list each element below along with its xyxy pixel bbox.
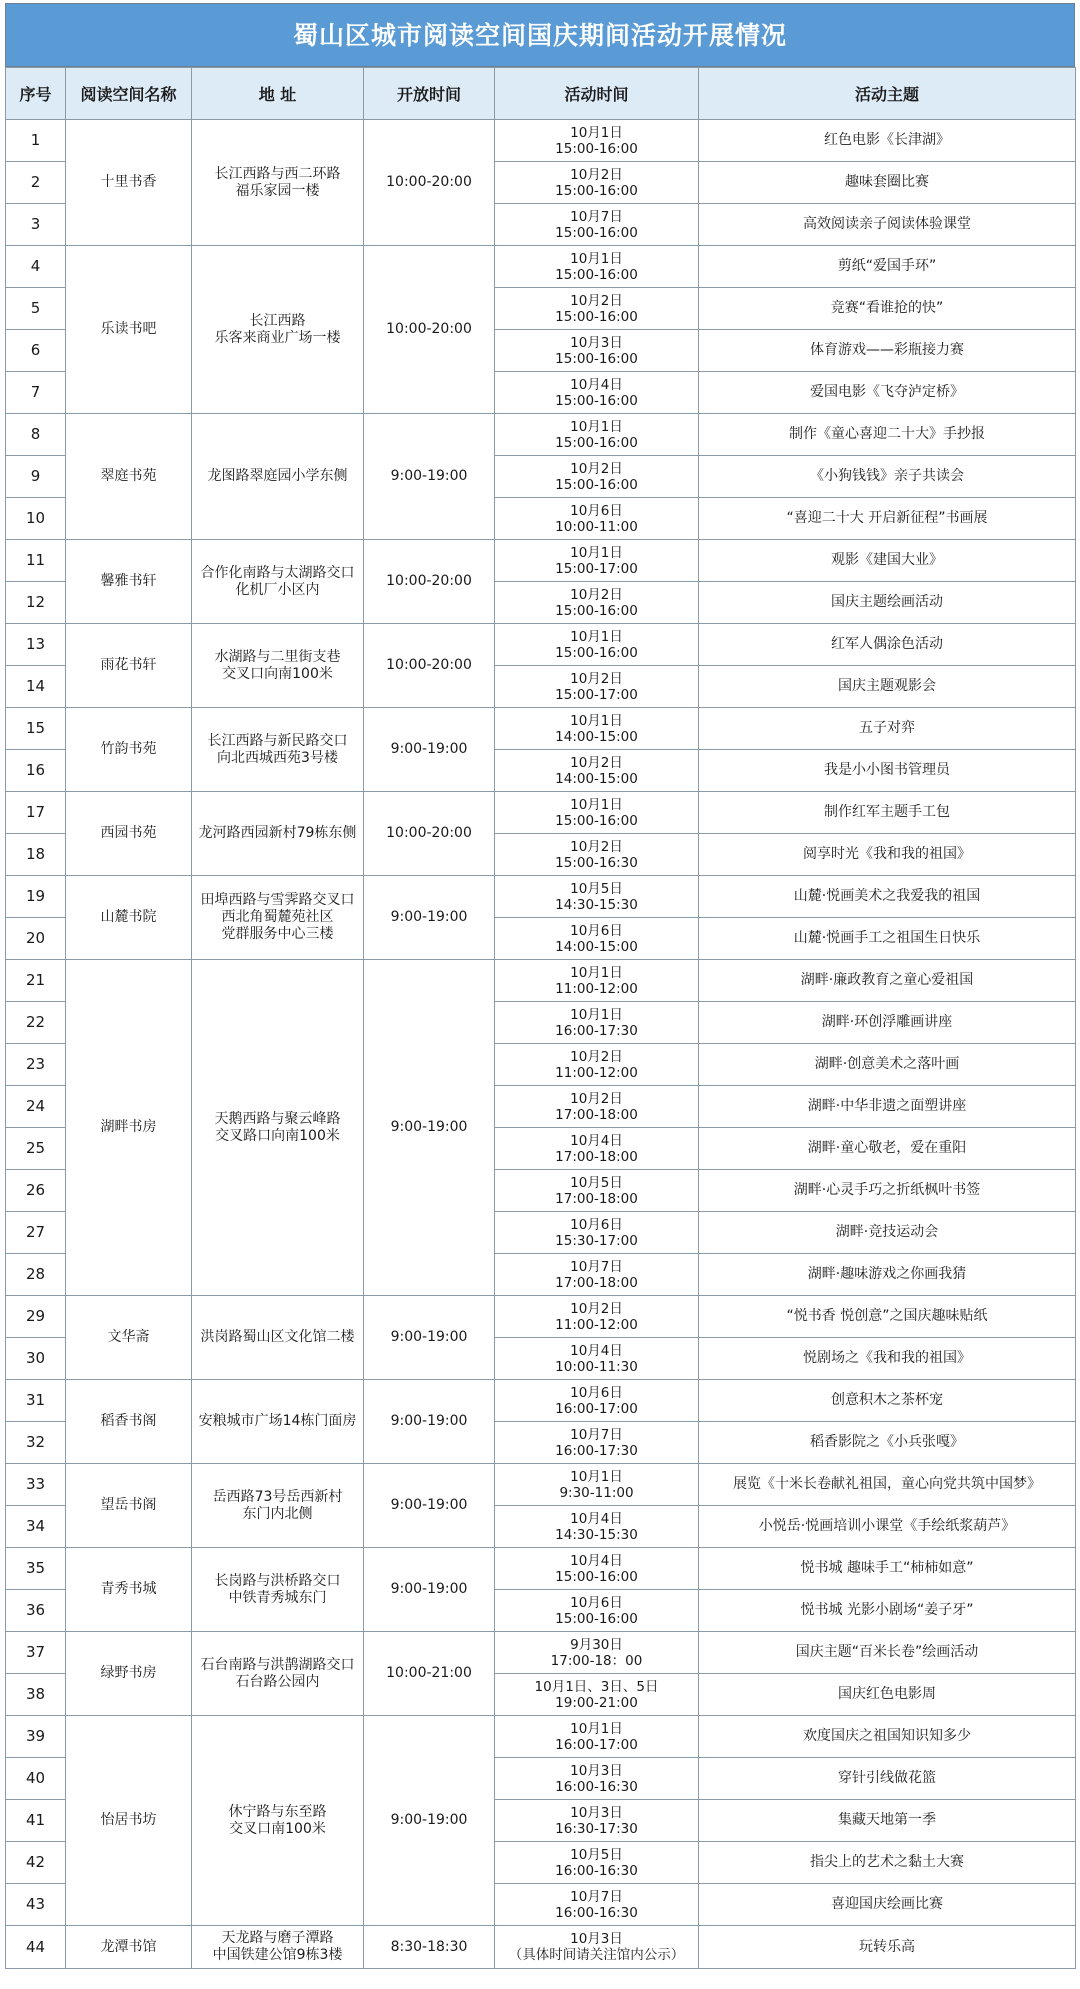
event-time: 10月1日 15:00-16:00 [495, 246, 699, 288]
table-row [6, 540, 1076, 582]
event-theme: 国庆主题“百米长卷”绘画活动 [699, 1632, 1076, 1674]
venue-name: 乐读书吧 [66, 246, 192, 414]
event-theme: 制作红军主题手工包 [699, 792, 1076, 834]
table-row [6, 120, 1076, 162]
event-theme: 趣味套圈比赛 [699, 162, 1076, 204]
event-time: 10月1日 16:00-17:00 [495, 1716, 699, 1758]
event-time: 10月2日 15:00-16:30 [495, 834, 699, 876]
event-theme: 高效阅读亲子阅读体验课堂 [699, 204, 1076, 246]
venue-address: 长江西路 乐客来商业广场一楼 [192, 246, 364, 414]
event-time: 10月6日 16:00-17:00 [495, 1380, 699, 1422]
event-time: 10月7日 16:00-16:30 [495, 1884, 699, 1926]
table-row [6, 1926, 1076, 1969]
event-time: 10月1日 15:00-16:00 [495, 792, 699, 834]
event-time: 10月6日 15:30-17:00 [495, 1212, 699, 1254]
venue-open-hours: 9:00-19:00 [364, 1548, 495, 1632]
event-theme: 红色电影《长津湖》 [699, 120, 1076, 162]
event-theme: 玩转乐高 [699, 1926, 1076, 1969]
venue-name: 山麓书院 [66, 876, 192, 960]
event-time: 10月5日 14:30-15:30 [495, 876, 699, 918]
venue-address: 长江西路与新民路交口 向北西城西苑3号楼 [192, 708, 364, 792]
venue-name: 翠庭书苑 [66, 414, 192, 540]
page-title: 蜀山区城市阅读空间国庆期间活动开展情况 [5, 3, 1075, 67]
venue-open-hours: 10:00-20:00 [364, 624, 495, 708]
event-theme: 湖畔·趣味游戏之你画我猜 [699, 1254, 1076, 1296]
event-theme: 国庆主题观影会 [699, 666, 1076, 708]
venue-open-hours: 9:00-19:00 [364, 876, 495, 960]
venue-address: 龙河路西园新村79栋东侧 [192, 792, 364, 876]
event-theme: 指尖上的艺术之黏土大赛 [699, 1842, 1076, 1884]
table-row [6, 624, 1076, 666]
venue-name: 馨雅书轩 [66, 540, 192, 624]
event-time: 10月3日 16:30-17:30 [495, 1800, 699, 1842]
venue-name: 湖畔书房 [66, 960, 192, 1296]
venue-name: 绿野书房 [66, 1632, 192, 1716]
venue-open-hours: 9:00-19:00 [364, 1380, 495, 1464]
table-row [6, 414, 1076, 456]
row-index: 2 [6, 162, 66, 204]
row-index: 12 [6, 582, 66, 624]
venue-address: 长岗路与洪桥路交口 中铁青秀城东门 [192, 1548, 364, 1632]
row-index: 16 [6, 750, 66, 792]
event-time: 10月5日 17:00-18:00 [495, 1170, 699, 1212]
event-theme: 展览《十米长卷献礼祖国，童心向党共筑中国梦》 [699, 1464, 1076, 1506]
event-theme: 湖畔·童心敬老，爱在重阳 [699, 1128, 1076, 1170]
event-theme: 湖畔·环创浮雕画讲座 [699, 1002, 1076, 1044]
venue-address: 安粮城市广场14栋门面房 [192, 1380, 364, 1464]
row-index: 42 [6, 1842, 66, 1884]
event-time: 10月1日 15:00-16:00 [495, 120, 699, 162]
event-theme: 国庆主题绘画活动 [699, 582, 1076, 624]
table-row [6, 792, 1076, 834]
event-time: 10月4日 15:00-16:00 [495, 1548, 699, 1590]
event-theme: 悦书城 光影小剧场“姜子牙” [699, 1590, 1076, 1632]
event-time: 10月3日 15:00-16:00 [495, 330, 699, 372]
venue-address: 天鹅西路与聚云峰路 交叉路口向南100米 [192, 960, 364, 1296]
venue-address: 合作化南路与太湖路交口 化机厂小区内 [192, 540, 364, 624]
venue-address: 休宁路与东至路 交叉口南100米 [192, 1716, 364, 1926]
event-time: 10月4日 15:00-16:00 [495, 372, 699, 414]
event-time: 10月2日 11:00-12:00 [495, 1044, 699, 1086]
row-index: 5 [6, 288, 66, 330]
event-theme: 制作《童心喜迎二十大》手抄报 [699, 414, 1076, 456]
event-time: 9月30日 17:00-18：00 [495, 1632, 699, 1674]
event-theme: 湖畔·中华非遗之面塑讲座 [699, 1086, 1076, 1128]
event-theme: “喜迎二十大 开启新征程”书画展 [699, 498, 1076, 540]
row-index: 40 [6, 1758, 66, 1800]
event-theme: 稻香影院之《小兵张嘎》 [699, 1422, 1076, 1464]
event-time: 10月6日 15:00-16:00 [495, 1590, 699, 1632]
event-theme: 悦剧场之《我和我的祖国》 [699, 1338, 1076, 1380]
venue-open-hours: 10:00-20:00 [364, 246, 495, 414]
table-row [6, 1716, 1076, 1758]
venue-name: 怡居书坊 [66, 1716, 192, 1926]
event-time: 10月1日 14:00-15:00 [495, 708, 699, 750]
event-theme: 阅享时光《我和我的祖国》 [699, 834, 1076, 876]
venue-address: 长江西路与西二环路 福乐家园一楼 [192, 120, 364, 246]
event-theme: 创意积木之茶杯宠 [699, 1380, 1076, 1422]
event-time: 10月6日 10:00-11:00 [495, 498, 699, 540]
row-index: 1 [6, 120, 66, 162]
table-row [6, 960, 1076, 1002]
row-index: 44 [6, 1926, 66, 1969]
row-index: 20 [6, 918, 66, 960]
venue-address: 水湖路与二里街支巷 交叉口向南100米 [192, 624, 364, 708]
row-index: 33 [6, 1464, 66, 1506]
row-index: 15 [6, 708, 66, 750]
row-index: 14 [6, 666, 66, 708]
row-index: 19 [6, 876, 66, 918]
venue-open-hours: 9:00-19:00 [364, 1464, 495, 1548]
venue-address: 石台南路与洪鹊湖路交口 石台路公园内 [192, 1632, 364, 1716]
venue-name: 望岳书阁 [66, 1464, 192, 1548]
event-time: 10月1日、3日、5日 19:00-21:00 [495, 1674, 699, 1716]
event-time: 10月2日 15:00-16:00 [495, 582, 699, 624]
row-index: 18 [6, 834, 66, 876]
row-index: 41 [6, 1800, 66, 1842]
venue-open-hours: 9:00-19:00 [364, 1716, 495, 1926]
table-row [6, 246, 1076, 288]
table-row [6, 1380, 1076, 1422]
header-event-time: 活动时间 [495, 68, 699, 120]
table-row [6, 1632, 1076, 1674]
event-time: 10月1日 15:00-17:00 [495, 540, 699, 582]
event-time: 10月4日 10:00-11:30 [495, 1338, 699, 1380]
activity-sheet [5, 3, 1075, 1969]
event-time: 10月1日 9:30-11:00 [495, 1464, 699, 1506]
event-time: 10月7日 15:00-16:00 [495, 204, 699, 246]
venue-open-hours: 10:00-20:00 [364, 540, 495, 624]
header-open-hours: 开放时间 [364, 68, 495, 120]
row-index: 39 [6, 1716, 66, 1758]
event-theme: 湖畔·竞技运动会 [699, 1212, 1076, 1254]
venue-open-hours: 9:00-19:00 [364, 414, 495, 540]
event-theme: “悦书香 悦创意”之国庆趣味贴纸 [699, 1296, 1076, 1338]
venue-address: 洪岗路蜀山区文化馆二楼 [192, 1296, 364, 1380]
event-theme: 穿针引线做花篮 [699, 1758, 1076, 1800]
venue-name: 十里书香 [66, 120, 192, 246]
venue-open-hours: 9:00-19:00 [364, 960, 495, 1296]
event-theme: 山麓·悦画美术之我爱我的祖国 [699, 876, 1076, 918]
event-theme: 体育游戏——彩瓶接力赛 [699, 330, 1076, 372]
row-index: 3 [6, 204, 66, 246]
table-row [6, 1296, 1076, 1338]
row-index: 28 [6, 1254, 66, 1296]
event-theme: 观影《建国大业》 [699, 540, 1076, 582]
event-theme: 我是小小图书管理员 [699, 750, 1076, 792]
row-index: 25 [6, 1128, 66, 1170]
venue-open-hours: 10:00-20:00 [364, 792, 495, 876]
event-theme: 竞赛“看谁抢的快” [699, 288, 1076, 330]
venue-name: 文华斋 [66, 1296, 192, 1380]
row-index: 43 [6, 1884, 66, 1926]
row-index: 8 [6, 414, 66, 456]
row-index: 34 [6, 1506, 66, 1548]
event-time: 10月4日 17:00-18:00 [495, 1128, 699, 1170]
row-index: 24 [6, 1086, 66, 1128]
event-theme: 湖畔·创意美术之落叶画 [699, 1044, 1076, 1086]
event-time: 10月7日 16:00-17:30 [495, 1422, 699, 1464]
event-theme: 山麓·悦画手工之祖国生日快乐 [699, 918, 1076, 960]
row-index: 31 [6, 1380, 66, 1422]
event-time: 10月2日 14:00-15:00 [495, 750, 699, 792]
event-time: 10月3日 16:00-16:30 [495, 1758, 699, 1800]
header-event-theme: 活动主题 [699, 68, 1076, 120]
event-time: 10月1日 11:00-12:00 [495, 960, 699, 1002]
table-row [6, 708, 1076, 750]
row-index: 17 [6, 792, 66, 834]
event-time: 10月6日 14:00-15:00 [495, 918, 699, 960]
table-row [6, 1548, 1076, 1590]
header-venue-name: 阅读空间名称 [66, 68, 192, 120]
venue-address: 岳西路73号岳西新村 东门内北侧 [192, 1464, 364, 1548]
venue-name: 西园书苑 [66, 792, 192, 876]
row-index: 22 [6, 1002, 66, 1044]
event-time: 10月4日 14:30-15:30 [495, 1506, 699, 1548]
event-time: 10月1日 16:00-17:30 [495, 1002, 699, 1044]
event-theme: 《小狗钱钱》亲子共读会 [699, 456, 1076, 498]
event-time: 10月1日 15:00-16:00 [495, 624, 699, 666]
venue-open-hours: 8:30-18:30 [364, 1926, 495, 1969]
venue-name: 龙潭书馆 [66, 1926, 192, 1969]
row-index: 36 [6, 1590, 66, 1632]
venue-address: 天龙路与磨子潭路 中国铁建公馆9栋3楼 [192, 1926, 364, 1969]
venue-open-hours: 9:00-19:00 [364, 1296, 495, 1380]
row-index: 10 [6, 498, 66, 540]
row-index: 37 [6, 1632, 66, 1674]
event-theme: 爱国电影《飞夺泸定桥》 [699, 372, 1076, 414]
event-theme: 国庆红色电影周 [699, 1674, 1076, 1716]
event-theme: 红军人偶涂色活动 [699, 624, 1076, 666]
row-index: 11 [6, 540, 66, 582]
event-theme: 剪纸“爱国手环” [699, 246, 1076, 288]
event-time: 10月2日 17:00-18:00 [495, 1086, 699, 1128]
row-index: 32 [6, 1422, 66, 1464]
venue-name: 稻香书阁 [66, 1380, 192, 1464]
venue-name: 雨花书轩 [66, 624, 192, 708]
venue-address: 田埠西路与雪霁路交叉口 西北角蜀麓苑社区 党群服务中心三楼 [192, 876, 364, 960]
table-header-row [6, 68, 1076, 120]
row-index: 26 [6, 1170, 66, 1212]
table-row [6, 1464, 1076, 1506]
event-theme: 湖畔·廉政教育之童心爱祖国 [699, 960, 1076, 1002]
row-index: 23 [6, 1044, 66, 1086]
event-time: 10月3日 （具体时间请关注馆内公示） [495, 1926, 699, 1969]
row-index: 27 [6, 1212, 66, 1254]
event-time: 10月1日 15:00-16:00 [495, 414, 699, 456]
row-index: 38 [6, 1674, 66, 1716]
row-index: 9 [6, 456, 66, 498]
event-time: 10月2日 11:00-12:00 [495, 1296, 699, 1338]
event-time: 10月7日 17:00-18:00 [495, 1254, 699, 1296]
event-time: 10月5日 16:00-16:30 [495, 1842, 699, 1884]
event-theme: 小悦岳·悦画培训小课堂《手绘纸浆葫芦》 [699, 1506, 1076, 1548]
table-row [6, 876, 1076, 918]
event-time: 10月2日 15:00-16:00 [495, 288, 699, 330]
venue-open-hours: 10:00-20:00 [364, 120, 495, 246]
row-index: 35 [6, 1548, 66, 1590]
venue-name: 青秀书城 [66, 1548, 192, 1632]
venue-address: 龙图路翠庭园小学东侧 [192, 414, 364, 540]
row-index: 6 [6, 330, 66, 372]
row-index: 30 [6, 1338, 66, 1380]
event-theme: 悦书城 趣味手工“柿柿如意” [699, 1548, 1076, 1590]
event-theme: 五子对弈 [699, 708, 1076, 750]
row-index: 4 [6, 246, 66, 288]
row-index: 29 [6, 1296, 66, 1338]
event-theme: 集藏天地第一季 [699, 1800, 1076, 1842]
venue-open-hours: 10:00-21:00 [364, 1632, 495, 1716]
row-index: 13 [6, 624, 66, 666]
header-index: 序号 [6, 68, 66, 120]
event-theme: 湖畔·心灵手巧之折纸枫叶书签 [699, 1170, 1076, 1212]
event-theme: 喜迎国庆绘画比赛 [699, 1884, 1076, 1926]
event-time: 10月2日 15:00-16:00 [495, 162, 699, 204]
event-time: 10月2日 15:00-16:00 [495, 456, 699, 498]
event-time: 10月2日 15:00-17:00 [495, 666, 699, 708]
event-theme: 欢度国庆之祖国知识知多少 [699, 1716, 1076, 1758]
activity-table [5, 67, 1076, 1969]
row-index: 21 [6, 960, 66, 1002]
row-index: 7 [6, 372, 66, 414]
venue-open-hours: 9:00-19:00 [364, 708, 495, 792]
header-address: 地 址 [192, 68, 364, 120]
table-body [6, 120, 1076, 1969]
venue-name: 竹韵书苑 [66, 708, 192, 792]
